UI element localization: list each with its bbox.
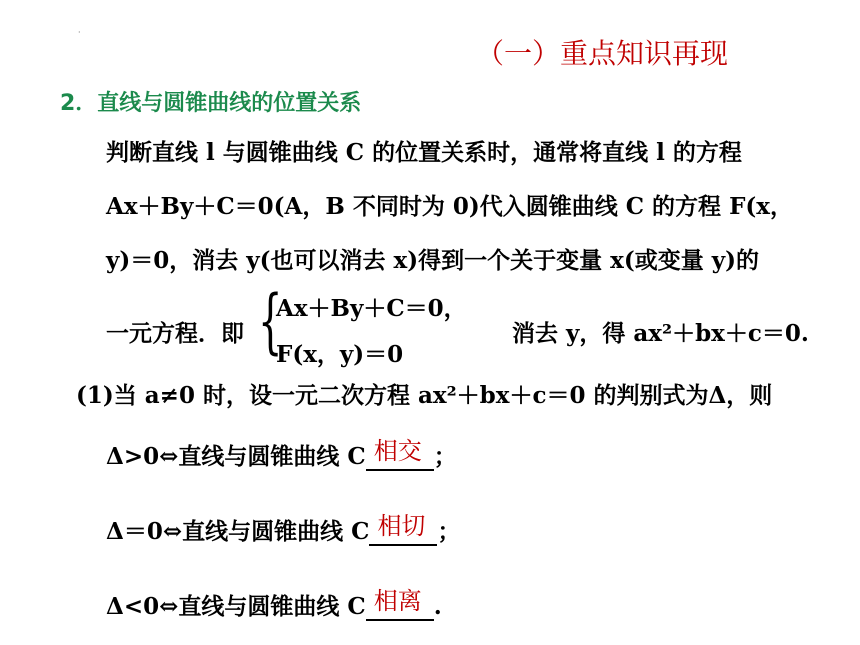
answer-blank (366, 587, 434, 621)
decorative-dot: · (78, 28, 81, 37)
system-brace: { (258, 280, 283, 362)
answer-blank (366, 437, 434, 471)
case-condition: Δ<0⇔直线与圆锥曲线 C (106, 593, 366, 620)
answer-text: 相离 (373, 587, 422, 615)
case-tangent (106, 513, 460, 546)
slide-title: （一）重点知识再现 (476, 37, 729, 70)
answer-text: 相切 (377, 512, 426, 540)
para-line-4-prefix: 一元方程．即 (106, 320, 244, 347)
para-line-3: y)＝0，消去 y(也可以消去 x)得到一个关于变量 x(或变量 y)的 (106, 247, 759, 274)
section-heading: 2．直线与圆锥曲线的位置关系 (60, 91, 362, 116)
case-end: ； (437, 518, 461, 545)
system-equation-2: F(x，y)＝0 (276, 341, 404, 368)
case-end: ； (433, 443, 457, 470)
case-intersect (106, 438, 457, 471)
system-equation-1: Ax＋By＋C＝0， (276, 295, 467, 322)
case-condition: Δ＝0⇔直线与圆锥曲线 C (106, 518, 370, 545)
case-condition: Δ>0⇔直线与圆锥曲线 C (106, 443, 366, 470)
answer-blank (369, 512, 437, 546)
para-line-1: 判断直线 l 与圆锥曲线 C 的位置关系时，通常将直线 l 的方程 (106, 139, 742, 166)
para-line-2: Ax＋By＋C＝0(A，B 不同时为 0)代入圆锥曲线 C 的方程 F(x， (106, 193, 793, 220)
case-end: . (433, 593, 442, 620)
answer-text: 相交 (373, 437, 422, 465)
para-line-4-suffix: 消去 y，得 ax²＋bx＋c＝0. (512, 320, 809, 347)
case-separate (106, 588, 442, 621)
item-1-text: (1)当 a≠0 时，设一元二次方程 ax²＋bx＋c＝0 的判别式为Δ，则 (76, 382, 773, 409)
